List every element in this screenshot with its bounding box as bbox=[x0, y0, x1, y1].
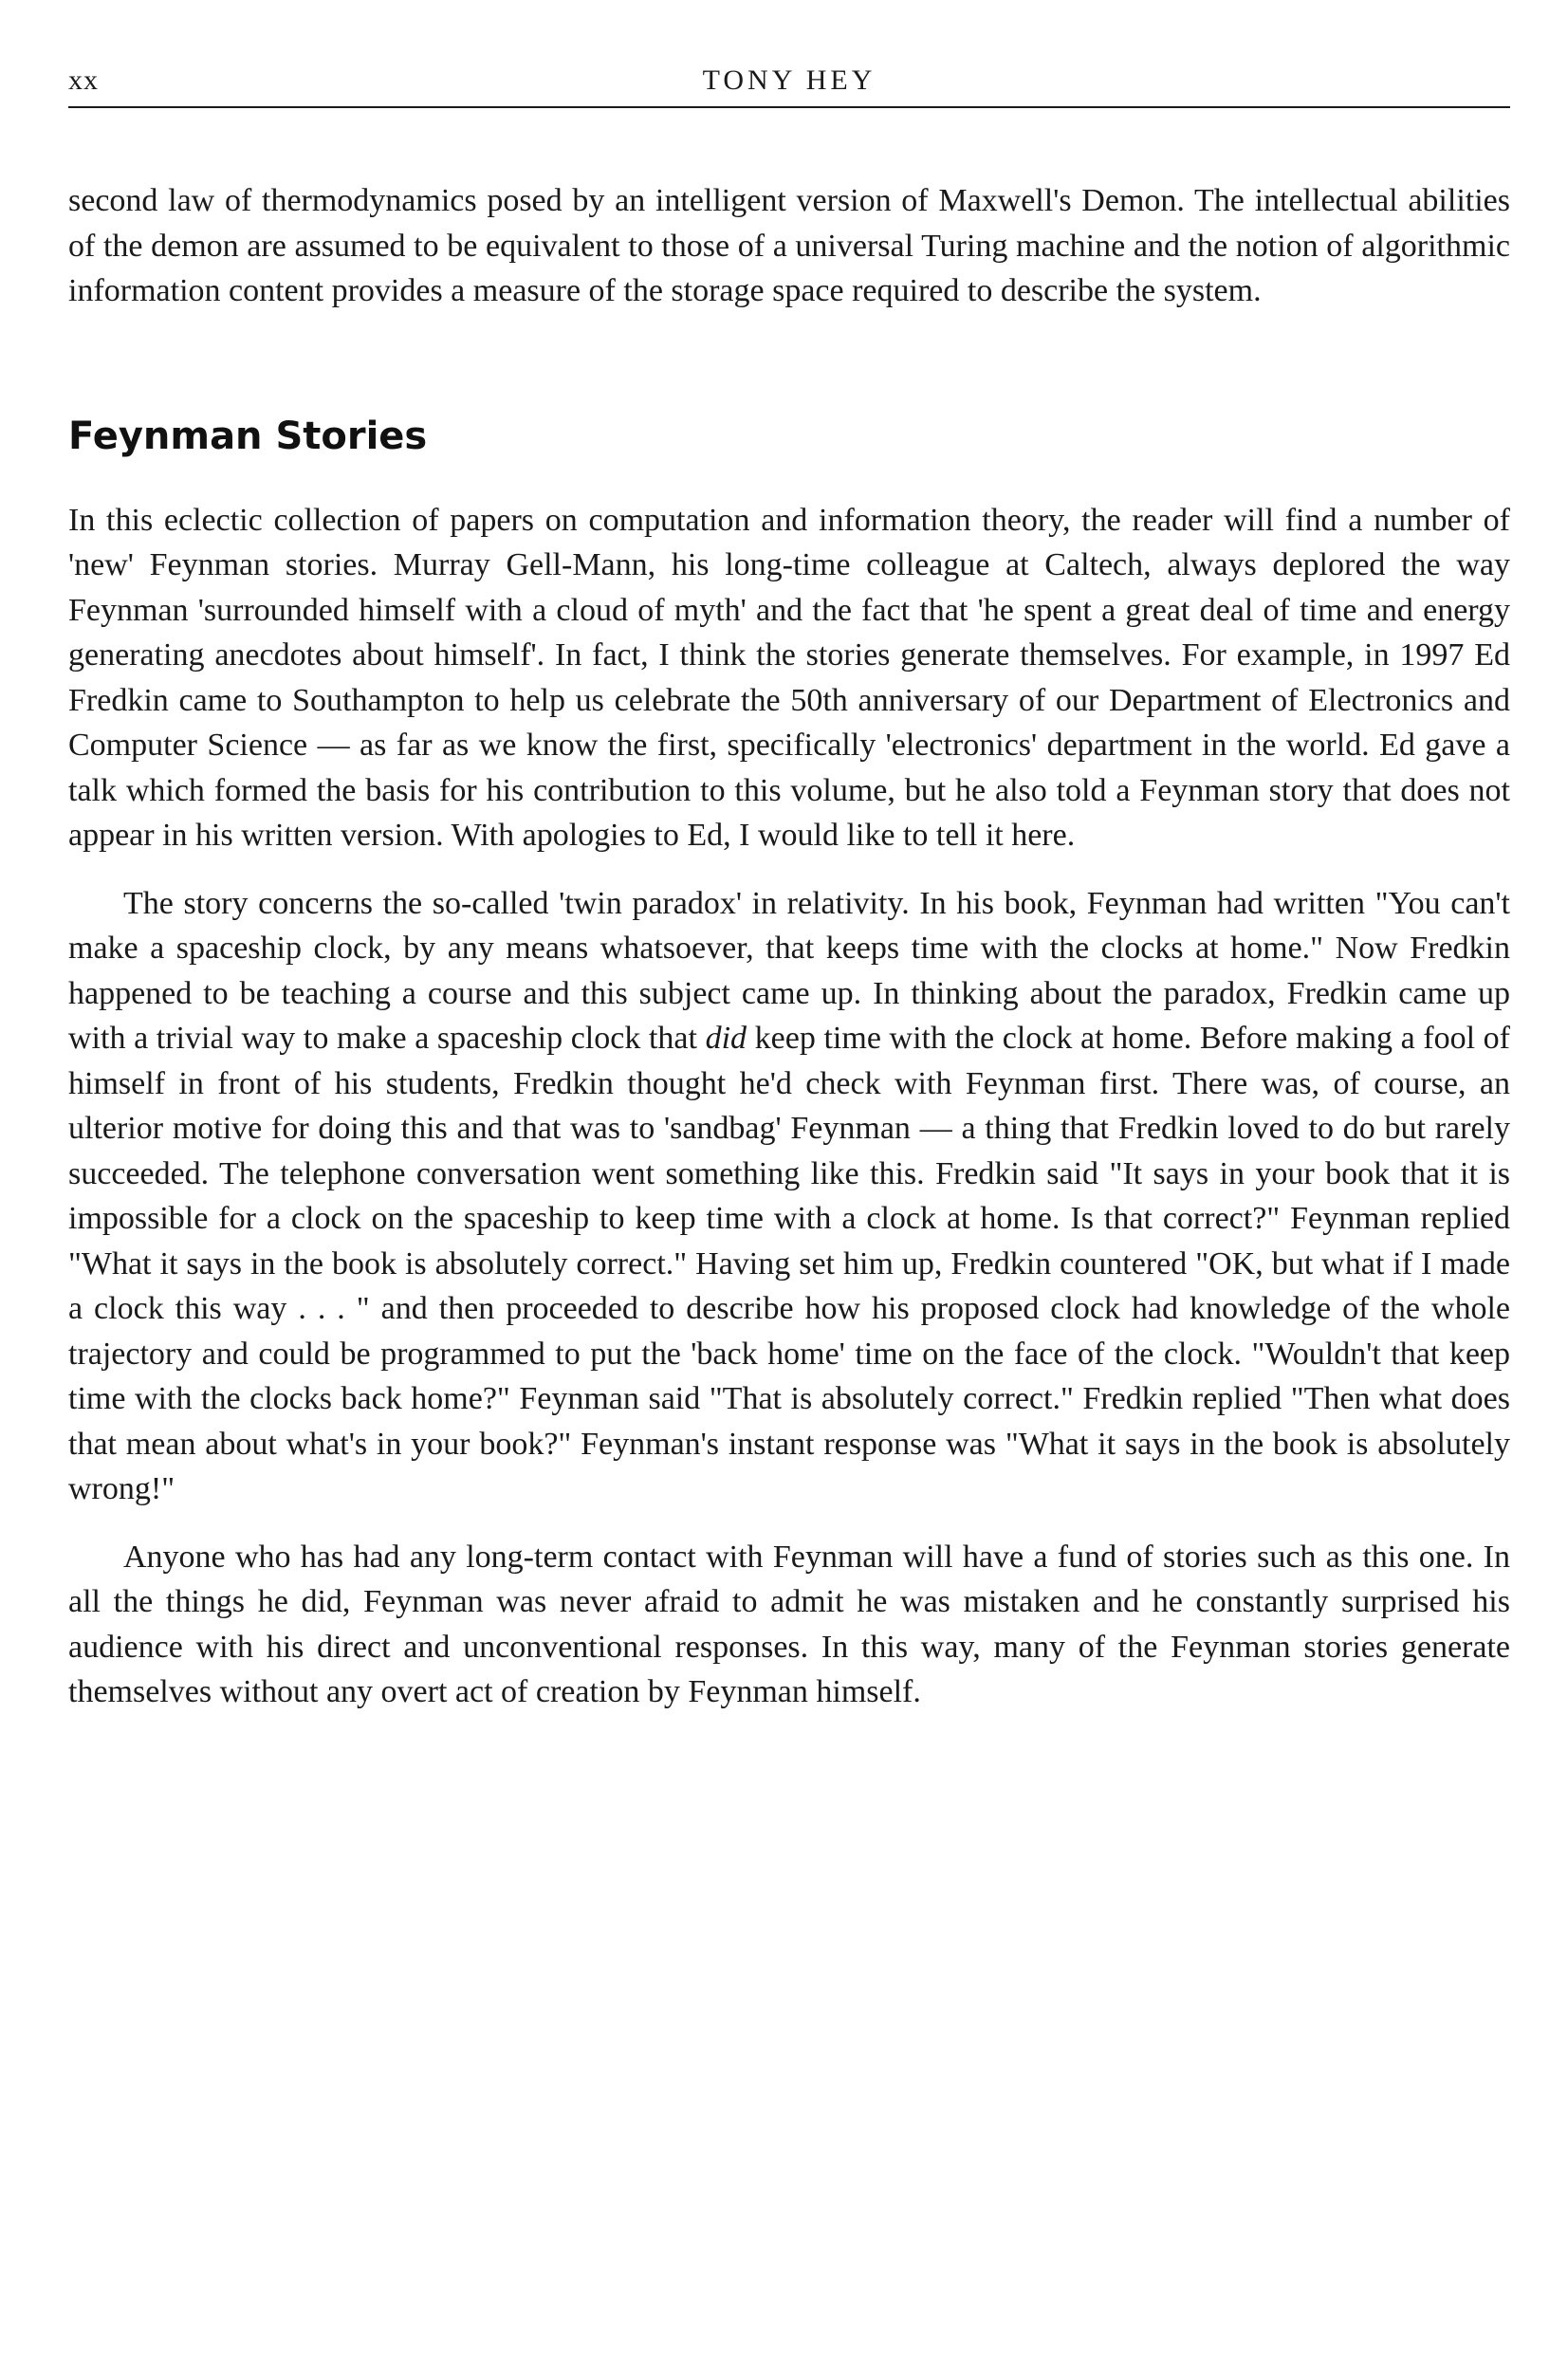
continuation-paragraph: second law of thermodynamics posed by an intelligent version of Maxwell's Demon. The intellectual abilities of the demon are assumed to be equivalent to those of a universal Turing machine and the notion of algorithmic information content provides a measure of the storage space required to describe the system. bbox=[68, 183, 1510, 308]
book-page bbox=[68, 57, 1510, 1715]
section-heading: Feynman Stories bbox=[68, 414, 428, 458]
page-number: xx bbox=[68, 65, 99, 96]
paragraph-2-text-b: keep time with the clock at home. Before making a fool of himself in front of his students, Fredkin thought he'd check with Feynman first. There was, of course, an ulterior motive for doing this and that was to 'sandbag' Feynman — a thing that Fredkin loved to do but rarely succeeded. The telephone conversation went something like this. Fredkin said "It says in your book that it is impossible for a clock on the spaceship to keep time with a clock at home. Is that correct?" Feynman replied "What it says in the book is absolutely correct." Having set him up, Fredkin countered "OK, but what if I made a clock this way . . . " and then proceeded to describe how his proposed clock had knowledge of the whole trajectory and could be programmed to put the 'back home' time on the face of the clock. "Wouldn't that keep time with the clocks back home?" Feynman said "That is absolutely correct." Fredkin replied "Then what does that mean about what's in your book?" Feynman's instant response was "What it says in the book is absolutely wrong!" bbox=[68, 1021, 1511, 1506]
paragraph-1: In this eclectic collection of papers on computation and information theory, the reader will find a number of 'new' Feynman stories. Murray Gell-Mann, his long-time colleague at Caltech, always deplored the way Feynman 'surrounded himself with a cloud of myth' and the fact that 'he spent a great deal of time and energy generating anecdotes about himself'. In fact, I think the stories generate themselves. For example, in 1997 Ed Fredkin came to Southampton to help us celebrate the 50th anniversary of our Department of Electronics and Computer Science — as far as we know the first, specifically 'electronics' department in the world. Ed gave a talk which formed the basis for his contribution to this volume, but he also told a Feynman story that does not appear in his written version. With apologies to Ed, I would like to tell it here. bbox=[68, 502, 1510, 853]
running-header bbox=[68, 57, 1510, 108]
running-title: TONY HEY bbox=[702, 65, 876, 96]
paragraph-3: Anyone who has had any long-term contact with Feynman will have a fund of stories such as this one. In all the things he did, Feynman was never afraid to admit he was mistaken and he constantly surprised his audience with his direct and unconventional responses. In this way, many of the Feynman stories generate themselves without any overt act of creation by Feynman himself. bbox=[68, 1539, 1510, 1709]
paragraph-2-text-a: The story concerns the so-called 'twin paradox' in relativity. In his book, Feynman had written "You can't make a spaceship clock, by any means whatsoever, that keeps time with the clocks at home." Now Fredkin happened to be teaching a course and this subject came up. In thinking about the paradox, Fredkin came up with a trivial way to make a spaceship clock that bbox=[68, 885, 1510, 1056]
paragraph-2 bbox=[68, 881, 1510, 1512]
paragraph-2-emphasis: did bbox=[705, 1021, 747, 1056]
body-text bbox=[68, 178, 1510, 1715]
